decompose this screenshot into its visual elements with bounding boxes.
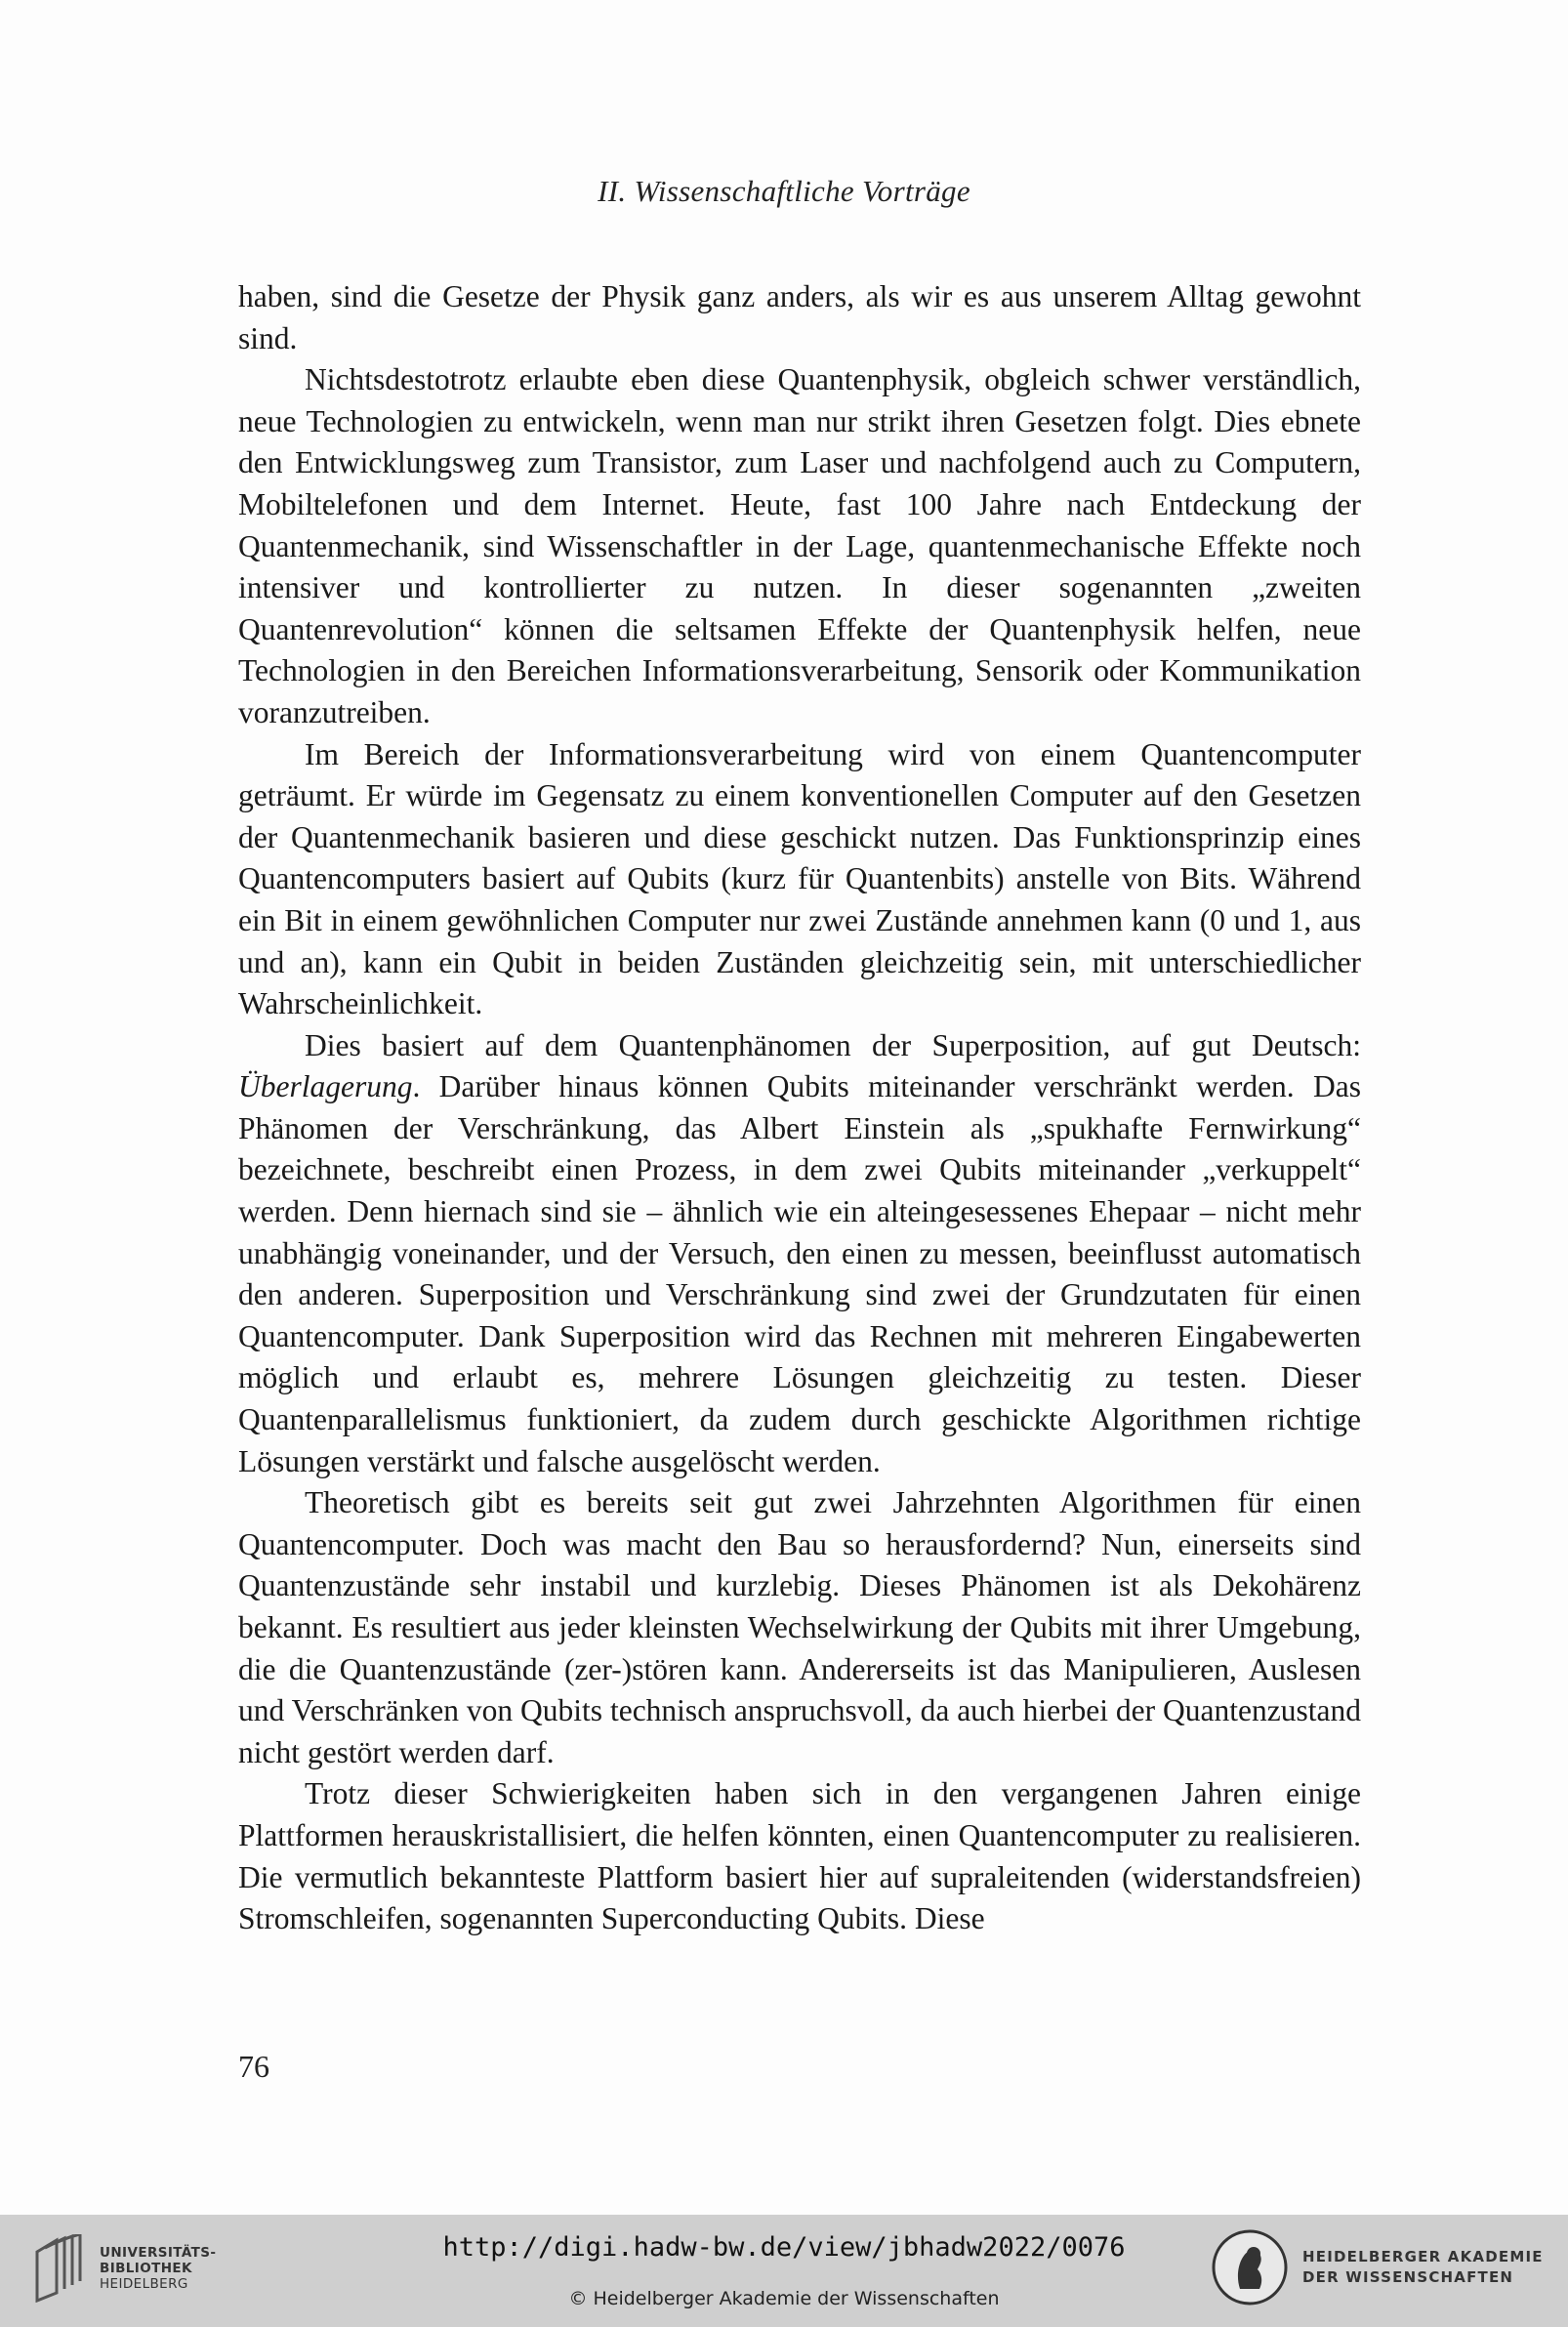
paragraph-5: Theoretisch gibt es bereits seit gut zwei Jahrzehnten Algorithmen für einen Quantencomputer. Doch was macht den Bau so herausfordernd? Nun, einerseits sind Quantenzustände sehr instabil und kurzlebig. Dieses Phänomen ist als Dekohärenz bekannt. Es resultiert aus jeder kleinsten Wechselwirkung der Qubits mit ihrer Umgebung, die die Quantenzustände (zer-)stören kann. Andererseits ist das Manipulieren, Auslesen und Verschränken von Qubits technisch anspruchsvoll, da auch hierbei der Quantenzustand nicht gestört werden darf. xyxy=(238,1485,1361,1769)
footer-bar xyxy=(0,2215,1568,2327)
paragraph-4-rest: . Darüber hinaus können Qubits miteinander verschränkt werden. Das Phänomen der Verschränkung, das Albert Einstein als „spukhafte Fernwirkung“ bezeichnete, beschreibt einen Prozess, in dem zwei Qubits miteinander „verkuppelt“ werden. Denn hiernach sind sie – ähnlich wie ein alteingesessenes Ehepaar – nicht mehr unabhängig voneinander, und der Versuch, den einen zu messen, beeinflusst automatisch den anderen. Superposition und Verschränkung sind zwei der Grundzutaten für einen Quantencomputer. Dank Superposition wird das Rechnen mit mehreren Eingabewerten möglich und erlaubt es, mehrere Lösungen gleichzeitig zu testen. Dieser Quantenparallelismus funktioniert, da zudem durch geschickte Algorithmen richtige Lösungen verstärkt und falsche ausgelöscht werden. xyxy=(238,1069,1361,1478)
academy-seal-icon xyxy=(1211,2228,1289,2306)
library-name-line-1: UNIVERSITÄTS- xyxy=(100,2245,217,2261)
paragraph-3: Im Bereich der Informationsverarbeitung wird von einem Quantencomputer geträumt. Er würde im Gegensatz zu einem konventionellen Computer auf den Gesetzen der Quantenmechanik basieren und diese geschickt nutzen. Das Funktionsprinzip eines Quantencomputers basiert auf Qubits (kurz für Quantenbits) anstelle von Bits. Während ein Bit in einem gewöhnlichen Computer nur zwei Zustände annehmen kann (0 und 1, aus und an), kann ein Qubit in beiden Zuständen gleichzeitig sein, mit unterschiedlicher Wahrscheinlichkeit. xyxy=(238,736,1361,1021)
academy-name-line-1: HEIDELBERGER AKADEMIE xyxy=(1302,2248,1544,2265)
page-number: 76 xyxy=(238,2049,269,2084)
copyright-notice: © Heidelberger Akademie der Wissenschaften xyxy=(568,2288,1000,2309)
running-head: II. Wissenschaftliche Vorträge xyxy=(598,174,970,208)
academy-name xyxy=(1302,2247,1544,2288)
academy-name-line-2: DER WISSENSCHAFTEN xyxy=(1302,2268,1514,2286)
body-text xyxy=(238,276,1361,1940)
library-name-line-3: HEIDELBERG xyxy=(100,2276,188,2292)
paragraph-4-lead: Dies basiert auf dem Quantenphänomen der Superposition, auf gut Deutsch: xyxy=(305,1027,1361,1062)
paragraph-6: Trotz dieser Schwierigkeiten haben sich in den vergangenen Jahren einige Plattformen herauskristallisiert, die helfen könnten, einen Quantencomputer zu realisieren. Die vermutlich bekannteste Plattform basiert hier auf supraleitenden (widerstandsfreien) Stromschleifen, sogenannten Superconducting Qubits. Diese xyxy=(238,1776,1361,1936)
academy-logo[interactable] xyxy=(1211,2228,1544,2306)
emphasis-ueberlagerung: Überlagerung xyxy=(238,1069,413,1104)
permalink-url[interactable]: http://digi.hadw-bw.de/view/jbhadw2022/0076 xyxy=(442,2232,1126,2263)
library-name-line-2: BIBLIOTHEK xyxy=(100,2261,192,2276)
paragraph-4 xyxy=(238,1025,1361,1483)
paragraph-1: haben, sind die Gesetze der Physik ganz anders, als wir es aus unserem Alltag gewohnt sind. xyxy=(238,279,1361,355)
paragraph-2: Nichtsdestotrotz erlaubte eben diese Quantenphysik, obgleich schwer verständlich, neue Technologien zu entwickeln, wenn man nur strikt ihren Gesetzen folgt. Dies ebnete den Entwicklungsweg zum Transistor, zum Laser und nachfolgend auch zu Computern, Mobiltelefonen und dem Internet. Heute, fast 100 Jahre nach Entdeckung der Quantenmechanik, sind Wissenschaftler in der Lage, quantenmechanische Effekte noch intensiver und kontrollierter zu nutzen. In dieser sogenannten „zweiten Quantenrevolution“ können die seltsamen Effekte der Quantenphysik helfen, neue Technologien in den Bereichen Informationsverarbeitung, Sensorik oder Kommunikation voranzutreiben. xyxy=(238,362,1361,729)
